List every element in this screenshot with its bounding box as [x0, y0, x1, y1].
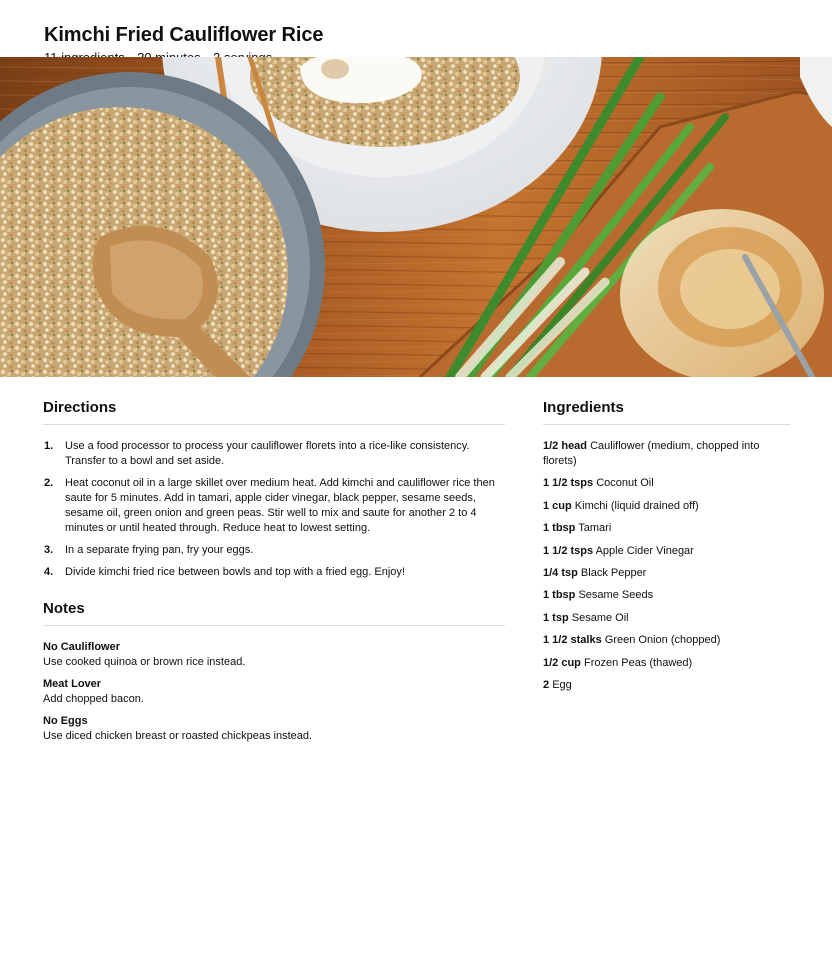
note-title: No Eggs [43, 715, 88, 727]
step-number: 3. [44, 544, 54, 556]
ingredient-qty: 1 1/2 tsps [543, 477, 594, 490]
directions-list [43, 439, 505, 580]
ingredient-qty: 1 1/2 stalks [543, 634, 602, 647]
ingredient-qty: 1 cup [543, 499, 572, 512]
ingredient-item [543, 566, 790, 581]
step-number: 4. [44, 566, 54, 578]
note-item [43, 714, 505, 744]
ingredient-name: Tamari [578, 522, 612, 535]
recipe-title: Kimchi Fried Cauliflower Rice [44, 24, 324, 46]
ingredient-item [543, 678, 790, 693]
ingredient-qty: 1 1/2 tsps [543, 544, 594, 557]
step-text: Use a food processor to process your cauliflower florets into a rice-like consistency. Transfer to a bowl and set aside. [65, 440, 470, 467]
step-text: Divide kimchi fried rice between bowls and top with a fried egg. Enjoy! [65, 566, 405, 578]
ingredient-name: Kimchi (liquid drained off) [574, 499, 699, 512]
step-text: Heat coconut oil in a large skillet over medium heat. Add kimchi and cauliflower rice then saute for 5 minutes. Add in tamari, apple cider vinegar, black pepper, sesame seeds, sesame oil, green onion and green peas. Stir well to mix and saute for another 2 to 4 minutes or until heated through. Reduce heat to lowest setting. [65, 477, 495, 534]
note-text: Use cooked quinoa or brown rice instead. [43, 656, 246, 668]
hero-photo [0, 57, 832, 377]
ingredient-qty: 1/2 head [543, 440, 588, 452]
ingredient-qty: 1 tbsp [543, 522, 576, 535]
direction-step [43, 439, 505, 469]
step-text: In a separate frying pan, fry your eggs. [65, 544, 254, 556]
ingredient-qty: 1 tsp [543, 611, 569, 624]
note-title: No Cauliflower [43, 641, 121, 653]
note-item [43, 640, 505, 670]
ingredient-name: Apple Cider Vinegar [595, 544, 694, 557]
ingredient-name: Green Onion (chopped) [604, 634, 721, 647]
step-number: 1. [44, 440, 54, 452]
ingredient-name: Cauliflower (medium, chopped into florets) [543, 440, 760, 467]
ingredient-item [543, 611, 790, 626]
ingredient-item [543, 439, 790, 469]
recipe-header [0, 0, 832, 57]
ingredient-item [543, 521, 790, 536]
ingredient-name: Sesame Seeds [578, 589, 654, 602]
ingredient-name: Coconut Oil [596, 477, 654, 490]
ingredient-qty: 2 [543, 678, 550, 691]
directions-heading: Directions [43, 399, 505, 425]
ingredient-name: Sesame Oil [571, 611, 629, 624]
ingredient-name: Egg [552, 678, 572, 691]
note-item [43, 677, 505, 707]
ingredients-heading: Ingredients [543, 399, 790, 425]
notes-heading: Notes [43, 600, 505, 626]
ingredient-item [543, 656, 790, 671]
note-text: Use diced chicken breast or roasted chickpeas instead. [43, 730, 313, 742]
ingredients-list [543, 439, 790, 693]
directions-section [43, 399, 505, 744]
ingredient-item [543, 476, 790, 491]
direction-step [43, 543, 505, 558]
note-title: Meat Lover [43, 678, 102, 690]
ingredient-qty: 1/4 tsp [543, 566, 578, 579]
ingredient-name: Black Pepper [580, 566, 647, 579]
direction-step [43, 565, 505, 580]
ingredient-item [543, 499, 790, 514]
ingredient-item [543, 633, 790, 648]
ingredient-item [543, 544, 790, 559]
step-number: 2. [44, 477, 54, 489]
ingredient-qty: 1/2 cup [543, 656, 581, 669]
direction-step [43, 476, 505, 536]
ingredient-qty: 1 tbsp [543, 589, 576, 602]
recipe-body [0, 377, 832, 957]
note-text: Add chopped bacon. [43, 693, 144, 705]
ingredient-item [543, 588, 790, 603]
ingredient-name: Frozen Peas (thawed) [583, 656, 693, 669]
ingredients-section [543, 399, 790, 700]
